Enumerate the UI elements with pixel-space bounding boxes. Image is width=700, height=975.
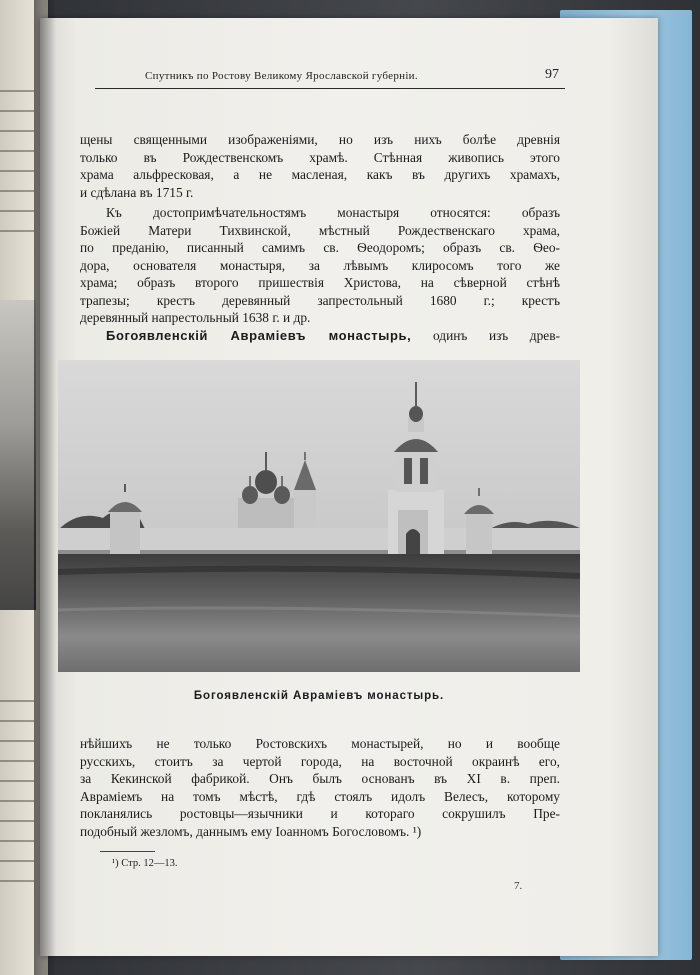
left-page-text-line xyxy=(0,860,34,862)
bottom-paragraph xyxy=(80,735,560,840)
monastery-photograph xyxy=(58,360,580,672)
text-line: трапезы; крестъ деревянный запрестольный 1680 г.; крестъ xyxy=(80,292,560,308)
left-page-text-line xyxy=(0,130,34,132)
page-number: 97 xyxy=(545,67,559,82)
left-page-text-line xyxy=(0,90,34,92)
left-page-photo xyxy=(0,300,36,610)
photo-caption: Богоявленскій Авраміевъ монастырь. xyxy=(193,690,445,702)
footnote-rule xyxy=(100,851,155,852)
left-page-text-line xyxy=(0,800,34,802)
text-line: нѣйшихъ не только Ростовскихъ монастырей, но и вообще xyxy=(80,736,560,751)
text-line: Къ достопримѣчательностямъ монастыря относятся: образъ xyxy=(106,205,560,220)
text-line: Божіей Матери Тихвинской, мѣстный Рождественскаго храма, xyxy=(80,222,560,238)
left-page-text-line xyxy=(0,700,34,702)
left-page-text-line xyxy=(0,760,34,762)
text-line xyxy=(80,327,560,345)
second-paragraph xyxy=(80,204,560,327)
left-page-text-line xyxy=(0,190,34,192)
text-line: храма альфресковая, а не масленая, какъ въ другихъ храмахъ, xyxy=(80,167,560,182)
text-line: храма; образъ второго пришествія Христова, на сѣверной стѣнѣ xyxy=(80,275,560,290)
text-line: за Кекинской фабрикой. Онъ былъ основанъ въ XI в. преп. xyxy=(80,771,560,786)
left-page-text-line xyxy=(0,210,34,212)
third-paragraph-lead xyxy=(80,327,560,345)
footnote: ¹) Стр. 12—13. xyxy=(112,858,178,869)
left-page-text-line xyxy=(0,110,34,112)
lead-continuation: одинъ изъ древ- xyxy=(411,328,560,343)
left-page-text-line xyxy=(0,150,34,152)
text-line: Авраміемъ на томъ мѣстѣ, гдѣ стоялъ идолъ Велесъ, которому xyxy=(80,788,560,804)
left-page-text-line xyxy=(0,230,34,232)
running-title: Спутникъ по Ростову Великому Ярославской губерніи. xyxy=(145,70,418,82)
top-paragraph xyxy=(80,131,560,201)
text-line: подобный жезломъ, даннымъ ему Іоанномъ Богословомъ. ¹) xyxy=(80,823,422,839)
left-page-text-line xyxy=(0,740,34,742)
text-line: только въ Рождественскомъ храмѣ. Стѣнная живопись этого xyxy=(80,149,560,165)
signature-mark: 7. xyxy=(514,880,523,892)
left-page-text-line xyxy=(0,820,34,822)
text-line: русскихъ, стоитъ за чертой города, на восточной окраинѣ его, xyxy=(80,753,560,769)
left-page-text-line xyxy=(0,720,34,722)
left-page-text-line xyxy=(0,780,34,782)
text-line: деревянный напрестольный 1638 г. и др. xyxy=(80,310,311,325)
spine-shadow xyxy=(34,0,56,975)
text-line: по преданію, писанный самимъ св. Ѳеодоромъ; образъ св. Ѳео- xyxy=(80,240,560,255)
left-page-text-line xyxy=(0,170,34,172)
text-line: и сдѣлана въ 1715 г. xyxy=(80,184,194,200)
monastery-name-bold: Богоявленскій Авраміевъ монастырь, xyxy=(106,328,412,343)
text-line: дора, основателя монастыря, за лѣвымъ клиросомъ того же xyxy=(80,257,560,273)
text-line: покланялись ростовцы—язычники и котораго сокрушилъ Пре- xyxy=(80,806,560,821)
text-line: щены священными изображеніями, но изъ нихъ болѣе древнія xyxy=(80,132,560,147)
left-page-text-line xyxy=(0,880,34,882)
running-header xyxy=(95,62,565,89)
left-page-text-line xyxy=(0,840,34,842)
